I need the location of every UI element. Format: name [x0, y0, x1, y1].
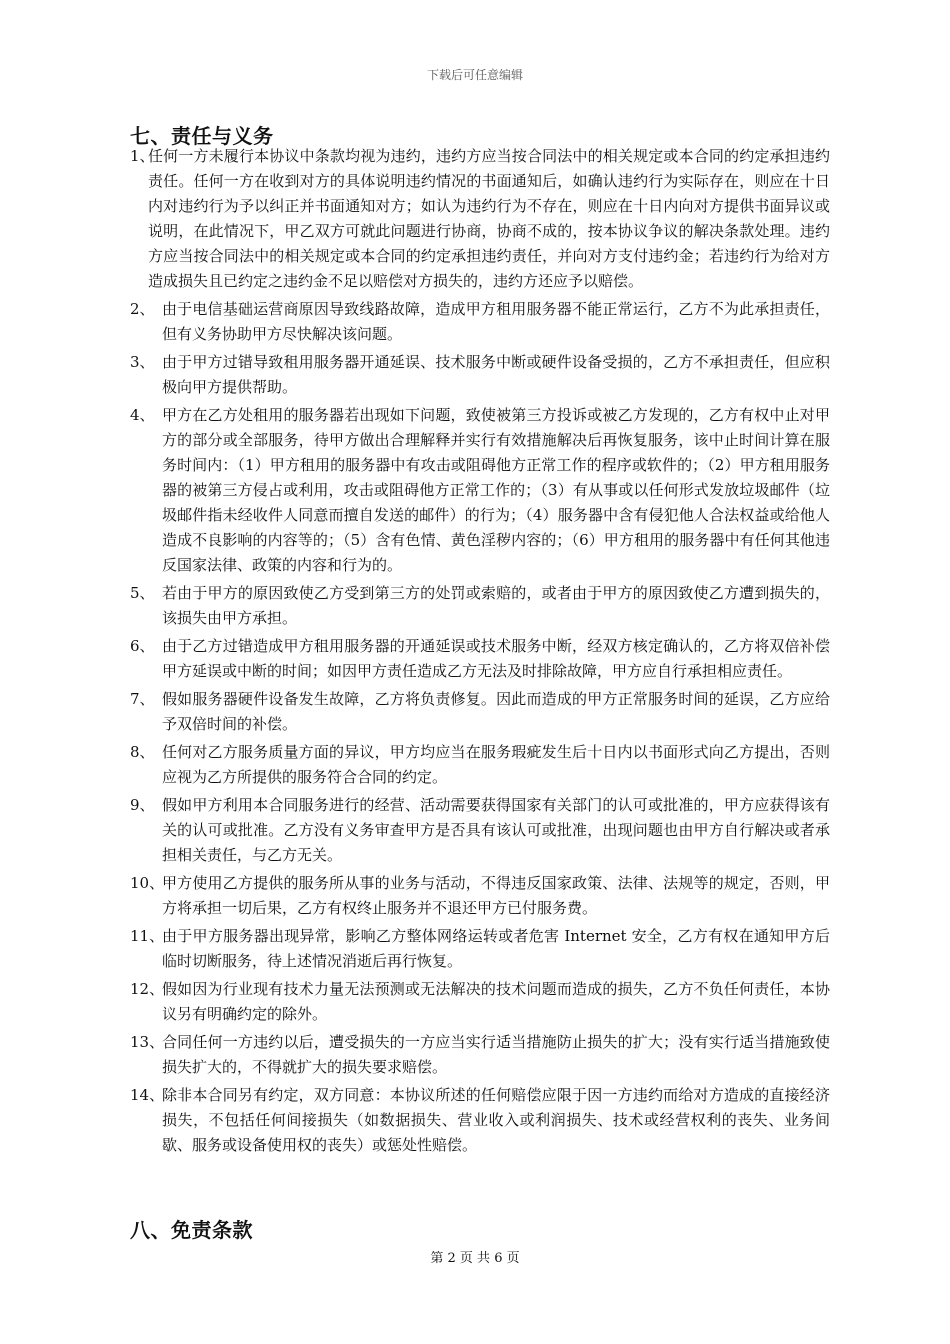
clause-number: 1、 [130, 147, 155, 165]
clause-item [130, 403, 830, 578]
clause-item [130, 740, 830, 790]
clause-text: 甲方使用乙方提供的服务所从事的业务与活动，不得违反国家政策、法律、法规等的规定，否则，甲方将承担一切后果，乙方有权终止服务并不退还甲方已付服务费。 [162, 874, 830, 917]
clause-text: 由于甲方过错导致租用服务器开通延误、技术服务中断或硬件设备受损的，乙方不承担责任，但应积极向甲方提供帮助。 [162, 353, 830, 396]
clause-number: 7、 [130, 690, 155, 708]
clause-text: 除非本合同另有约定，双方同意：本协议所述的任何赔偿应限于因一方违约而给对方造成的直接经济损失，不包括任何间接损失（如数据损失、营业收入或利润损失、技术或经营权利的丧失、业务间歇、服务或设备使用权的丧失）或惩处性赔偿。 [162, 1086, 830, 1154]
clause-number: 4、 [130, 406, 155, 424]
clause-text: 假如因为行业现有技术力量无法预测或无法解决的技术问题而造成的损失，乙方不负任何责任，本协议另有明确约定的除外。 [162, 980, 830, 1023]
clause-item [130, 581, 830, 631]
clause-item [130, 297, 830, 347]
page-footer: 第 2 页 共 6 页 [430, 1251, 520, 1266]
clause-number: 3、 [130, 353, 155, 371]
section-8-title: 八、免责条款 [130, 1218, 253, 1242]
clause-text: 任何对乙方服务质量方面的异议，甲方均应当在服务瑕疵发生后十日内以书面形式向乙方提出，否则应视为乙方所提供的服务符合合同的约定。 [162, 743, 830, 786]
clause-item [130, 350, 830, 400]
clause-number: 11、 [130, 927, 165, 945]
clause-item [130, 924, 830, 974]
clause-text: 合同任何一方违约以后，遭受损失的一方应当实行适当措施防止损失的扩大；没有实行适当措施致使损失扩大的，不得就扩大的损失要求赔偿。 [162, 1033, 830, 1076]
clause-number: 8、 [130, 743, 155, 761]
clause-number: 10、 [130, 874, 165, 892]
clause-item [130, 687, 830, 737]
clause-item [130, 871, 830, 921]
clause-text: 甲方在乙方处租用的服务器若出现如下问题，致使被第三方投诉或被乙方发现的，乙方有权中止对甲方的部分或全部服务，待甲方做出合理解释并实行有效措施解决后再恢复服务，该中止时间计算在服务时间内：（1）甲方租用的服务器中有攻击或阻碍他方正常工作的程序或软件的；（2）甲方租用服务器的被第三方侵占或利用，攻击或阻碍他方正常工作的；（3）有从事或以任何形式发放垃圾邮件（垃圾邮件指未经收件人同意而擅自发送的邮件）的行为；（4）服务器中含有侵犯他人合法权益或给他人造成不良影响的内容等的；（5）含有色情、黄色淫秽内容的；（6）甲方租用的服务器中有任何其他违反国家法律、政策的内容和行为的。 [162, 406, 830, 574]
clause-text: 任何一方未履行本协议中条款均视为违约，违约方应当按合同法中的相关规定或本合同的约定承担违约责任。任何一方在收到对方的具体说明违约情况的书面通知后，如确认违约行为实际存在，则应在十日内对违约行为予以纠正并书面通知对方；如认为违约行为不存在，则应在十日内向对方提供书面异议或说明，在此情况下，甲乙双方可就此问题进行协商，协商不成的，按本协议争议的解决条款处理。违约方应当按合同法中的相关规定或本合同的约定承担违约责任，并向对方支付违约金；若违约行为给对方造成损失且已约定之违约金不足以赔偿对方损失的，违约方还应予以赔偿。 [148, 147, 830, 290]
clause-item [130, 977, 830, 1027]
clause-number: 13、 [130, 1033, 165, 1051]
clause-number: 9、 [130, 796, 155, 814]
clause-text: 由于甲方服务器出现异常，影响乙方整体网络运转或者危害 Internet 安全，乙方有权在通知甲方后临时切断服务，待上述情况消逝后再行恢复。 [162, 927, 830, 970]
clause-text: 假如服务器硬件设备发生故障，乙方将负责修复。因此而造成的甲方正常服务时间的延误，乙方应给予双倍时间的补偿。 [162, 690, 830, 733]
clause-text: 假如甲方利用本合同服务进行的经营、活动需要获得国家有关部门的认可或批准的，甲方应获得该有关的认可或批准。乙方没有义务审查甲方是否具有该认可或批准，出现问题也由甲方自行解决或者承担相关责任，与乙方无关。 [162, 796, 830, 864]
clause-list [130, 144, 830, 1161]
clause-text: 由于电信基础运营商原因导致线路故障，造成甲方租用服务器不能正常运行，乙方不为此承担责任，但有义务协助甲方尽快解决该问题。 [162, 300, 830, 343]
clause-item [130, 634, 830, 684]
clause-number: 2、 [130, 300, 155, 318]
clause-number: 12、 [130, 980, 165, 998]
clause-number: 6、 [130, 637, 155, 655]
clause-item [130, 793, 830, 868]
clause-number: 5、 [130, 584, 155, 602]
clause-text: 由于乙方过错造成甲方租用服务器的开通延误或技术服务中断，经双方核定确认的，乙方将双倍补偿甲方延误或中断的时间；如因甲方责任造成乙方无法及时排除故障，甲方应自行承担相应责任。 [162, 637, 830, 680]
clause-text: 若由于甲方的原因致使乙方受到第三方的处罚或索赔的，或者由于甲方的原因致使乙方遭到损失的，该损失由甲方承担。 [162, 584, 830, 627]
page-header: 下载后可任意编辑 [426, 68, 523, 82]
clause-number: 14、 [130, 1086, 165, 1104]
clause-item [130, 1083, 830, 1158]
section-7-title: 七、责任与义务 [130, 124, 274, 148]
clause-item [130, 1030, 830, 1080]
clause-item [130, 144, 830, 294]
